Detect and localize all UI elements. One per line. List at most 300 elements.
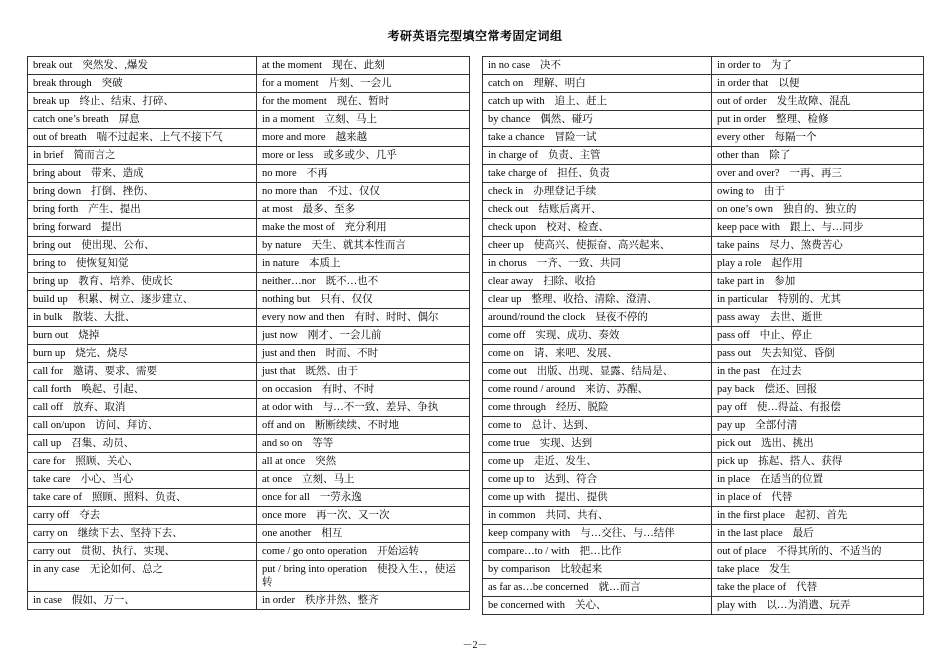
phrase-english: take part in — [717, 276, 765, 287]
phrase-chinese: 尽力、煞费苦心 — [769, 240, 843, 251]
phrase-english: no more — [262, 168, 297, 179]
phrase-cell — [483, 597, 712, 615]
phrase-cell — [257, 592, 470, 610]
phrase-chinese: 以…为消遣、玩弄 — [766, 600, 851, 611]
phrase-chinese: 简而言之 — [73, 150, 116, 161]
phrase-chinese: 一齐、一致、共同 — [536, 258, 621, 269]
phrase-english: clear up — [488, 294, 522, 305]
phrase-cell — [28, 273, 257, 291]
phrase-cell — [712, 561, 924, 579]
phrase-chinese: 使投入生、，使运转 — [262, 564, 456, 588]
phrase-chinese: 以便 — [778, 78, 800, 89]
phrase-cell — [712, 147, 924, 165]
phrase-row — [483, 453, 924, 471]
phrase-row — [483, 399, 924, 417]
phrase-cell — [483, 435, 712, 453]
phrase-chinese: 打倒、挫伤、 — [91, 186, 155, 197]
phrase-english: make the most of — [262, 222, 335, 233]
phrase-chinese: 本质上 — [309, 258, 341, 269]
phrase-chinese: 既不…也不 — [325, 276, 379, 287]
phrase-chinese: 办理登记手续 — [533, 186, 597, 197]
phrase-cell — [257, 561, 470, 592]
phrase-cell — [712, 399, 924, 417]
page-number: －2－ — [462, 640, 488, 651]
phrase-english: at the moment — [262, 60, 323, 71]
phrase-english: come up — [488, 456, 524, 467]
phrase-english: keep company with — [488, 528, 571, 539]
phrase-cell — [483, 165, 712, 183]
phrase-chinese: 提出、提供 — [555, 492, 608, 503]
phrase-row — [483, 237, 924, 255]
phrase-english: in place of — [717, 492, 762, 503]
phrase-row — [28, 111, 470, 129]
phrase-chinese: 实现、达到 — [539, 438, 593, 449]
phrase-chinese: 参加 — [774, 276, 796, 287]
phrase-english: take place — [717, 564, 760, 575]
phrase-cell — [28, 129, 257, 147]
phrase-cell — [28, 255, 257, 273]
phrase-chinese: 现在、此刻 — [332, 60, 385, 71]
phrase-row — [483, 471, 924, 489]
phrase-cell — [483, 57, 712, 75]
phrase-cell — [28, 75, 257, 93]
phrase-english: keep pace with — [717, 222, 780, 233]
phrase-chinese: 独自的、独立的 — [783, 204, 857, 215]
phrase-english: cheer up — [488, 240, 524, 251]
phrase-cell — [257, 435, 470, 453]
phrase-chinese: 突然发、,爆发 — [82, 60, 148, 71]
phrase-cell — [257, 273, 470, 291]
phrase-cell — [28, 93, 257, 111]
phrase-cell — [483, 183, 712, 201]
phrase-cell — [28, 147, 257, 165]
phrase-english: play a role — [717, 258, 762, 269]
phrase-english: one another — [262, 528, 312, 539]
phrase-cell — [483, 561, 712, 579]
phrase-cell — [257, 363, 470, 381]
phrase-cell — [712, 453, 924, 471]
phrase-cell — [712, 345, 924, 363]
phrase-english: in order that — [717, 78, 769, 89]
phrase-cell — [712, 363, 924, 381]
phrase-chinese: 除了 — [769, 150, 791, 161]
phrase-row — [28, 201, 470, 219]
phrase-english: call up — [33, 438, 62, 449]
phrase-chinese: 使高兴、使振奋、高兴起来、 — [533, 240, 671, 251]
phrase-row — [483, 273, 924, 291]
phrase-cell — [257, 291, 470, 309]
phrase-cell — [712, 57, 924, 75]
phrase-cell — [257, 543, 470, 561]
phrase-row — [483, 381, 924, 399]
phrase-chinese: 屏息 — [118, 114, 140, 125]
phrase-english: pay off — [717, 402, 747, 413]
phrase-english: pass away — [717, 312, 760, 323]
phrase-row — [483, 525, 924, 543]
phrase-row — [483, 147, 924, 165]
phrase-cell — [28, 453, 257, 471]
phrase-row — [483, 291, 924, 309]
phrase-english: in place — [717, 474, 750, 485]
phrase-cell — [483, 327, 712, 345]
phrase-english: bring up — [33, 276, 69, 287]
phrase-cell — [257, 93, 470, 111]
phrase-cell — [257, 381, 470, 399]
phrase-chinese: 照顾、关心、 — [75, 456, 139, 467]
phrase-cell — [28, 57, 257, 75]
phrase-chinese: 秩序井然、整齐 — [304, 595, 379, 606]
phrase-cell — [483, 399, 712, 417]
phrase-english: come true — [488, 438, 530, 449]
phrase-english: in the first place — [717, 510, 785, 521]
phrase-chinese: 召集、动员、 — [71, 438, 135, 449]
phrase-chinese: 请、来吧、发展、 — [533, 348, 618, 359]
phrase-english: in the past — [717, 366, 761, 377]
phrase-chinese: 突破 — [101, 78, 123, 89]
phrase-cell — [483, 453, 712, 471]
phrase-cell — [257, 399, 470, 417]
phrase-chinese: 共同、共有、 — [545, 510, 609, 521]
phrase-english: carry out — [33, 546, 71, 557]
phrase-cell — [257, 489, 470, 507]
phrase-row — [28, 309, 470, 327]
phrase-chinese: 继续下去、坚持下去、 — [77, 528, 183, 539]
phrase-chinese: 照顾、照料、负责、 — [91, 492, 187, 503]
phrase-chinese: 在过去 — [770, 366, 802, 377]
phrase-row — [483, 561, 924, 579]
phrase-chinese: 有时、不时 — [321, 384, 375, 395]
phrase-cell — [257, 309, 470, 327]
phrase-english: pick up — [717, 456, 749, 467]
phrase-cell — [257, 57, 470, 75]
phrase-chinese: 拣起、搭人、获得 — [758, 456, 843, 467]
phrase-chinese: 比较起来 — [560, 564, 603, 575]
phrase-english: bring out — [33, 240, 72, 251]
phrase-cell — [712, 291, 924, 309]
phrase-cell — [712, 129, 924, 147]
phrase-chinese: 贯彻、执行、实现、 — [80, 546, 176, 557]
phrase-english: pass off — [717, 330, 750, 341]
phrase-english: every other — [717, 132, 765, 143]
phrase-cell — [483, 147, 712, 165]
phrase-english: off and on — [262, 420, 305, 431]
phrase-english: clear away — [488, 276, 534, 287]
phrase-english: every now and then — [262, 312, 345, 323]
phrase-english: check in — [488, 186, 524, 197]
phrase-cell — [483, 309, 712, 327]
phrase-chinese: 烧完、烧尽 — [75, 348, 128, 359]
phrase-english: other than — [717, 150, 760, 161]
phrase-row — [28, 129, 470, 147]
phrase-cell — [257, 165, 470, 183]
phrase-cell — [483, 507, 712, 525]
phrase-english: break up — [33, 96, 70, 107]
phrase-cell — [483, 255, 712, 273]
phrase-english: bring to — [33, 258, 66, 269]
phrase-row — [483, 219, 924, 237]
phrase-row — [483, 579, 924, 597]
phrase-cell — [712, 273, 924, 291]
phrase-english: put in order — [717, 114, 766, 125]
phrase-chinese: 负责、主管 — [547, 150, 601, 161]
phrase-chinese: 担任、负责 — [557, 168, 610, 179]
phrase-row — [483, 255, 924, 273]
phrase-english: once more — [262, 510, 307, 521]
phrase-cell — [712, 579, 924, 597]
phrase-table-right — [482, 56, 924, 615]
phrase-chinese: 由于 — [764, 186, 786, 197]
phrase-english: in any case — [33, 564, 80, 575]
phrase-row — [28, 381, 470, 399]
phrase-chinese: 经历、脱险 — [556, 402, 609, 413]
phrase-row — [28, 525, 470, 543]
phrase-cell — [483, 237, 712, 255]
phrase-row — [483, 543, 924, 561]
phrase-row — [28, 345, 470, 363]
phrase-chinese: 不得其所的、不适当的 — [776, 546, 882, 557]
phrase-cell — [257, 525, 470, 543]
phrase-cell — [257, 471, 470, 489]
phrase-english: come to — [488, 420, 522, 431]
phrase-english: at odor with — [262, 402, 313, 413]
phrase-chinese: 假如、万一、 — [71, 595, 135, 606]
phrase-english: call off — [33, 402, 63, 413]
phrase-english: pay back — [717, 384, 755, 395]
phrase-chinese: 既然、由于 — [305, 366, 359, 377]
phrase-cell — [257, 147, 470, 165]
phrase-english: around/round the clock — [488, 312, 586, 323]
phrase-row — [28, 327, 470, 345]
phrase-cell — [28, 237, 257, 255]
phrase-chinese: 冒险一试 — [554, 132, 597, 143]
phrase-chinese: 在适当的位置 — [759, 474, 823, 485]
phrase-chinese: 再一次、又一次 — [316, 510, 390, 521]
phrase-cell — [483, 201, 712, 219]
phrase-english: for the moment — [262, 96, 327, 107]
phrase-cell — [712, 219, 924, 237]
phrase-row — [483, 129, 924, 147]
phrase-chinese: 每隔一个 — [774, 132, 817, 143]
phrase-row — [28, 435, 470, 453]
phrase-chinese: 越来越 — [335, 132, 368, 143]
phrase-chinese: 断断续续、不时地 — [314, 420, 399, 431]
phrase-english: by nature — [262, 240, 302, 251]
phrase-chinese: 访问、拜访、 — [95, 420, 159, 431]
phrase-cell — [483, 273, 712, 291]
phrase-table-left — [27, 56, 470, 610]
phrase-cell — [483, 345, 712, 363]
phrase-cell — [257, 255, 470, 273]
phrase-english: in chorus — [488, 258, 527, 269]
phrase-cell — [28, 201, 257, 219]
phrase-english: in the last place — [717, 528, 783, 539]
phrase-english: come out — [488, 366, 527, 377]
phrase-english: be concerned with — [488, 600, 565, 611]
phrase-row — [28, 255, 470, 273]
phrase-chinese: 发生 — [769, 564, 791, 575]
phrase-cell — [28, 219, 257, 237]
phrase-cell — [712, 507, 924, 525]
phrase-row — [483, 183, 924, 201]
phrase-english: at most — [262, 204, 293, 215]
phrase-english: take charge of — [488, 168, 548, 179]
phrase-cell — [483, 291, 712, 309]
phrase-row — [28, 489, 470, 507]
phrase-english: pick out — [717, 438, 752, 449]
phrase-cell — [28, 592, 257, 610]
phrase-chinese: 最后 — [792, 528, 814, 539]
phrase-chinese: 一劳永逸 — [319, 492, 362, 503]
phrase-chinese: 发生故障、混乱 — [776, 96, 851, 107]
phrase-chinese: 烧掉 — [78, 330, 100, 341]
phrase-cell — [28, 543, 257, 561]
phrase-english: on one’s own — [717, 204, 773, 215]
phrase-cell — [712, 471, 924, 489]
phrase-cell — [483, 75, 712, 93]
phrase-english: bring forth — [33, 204, 79, 215]
phrase-row — [28, 273, 470, 291]
phrase-english: carry on — [33, 528, 68, 539]
phrase-english: in order — [262, 595, 295, 606]
phrase-english: in brief — [33, 150, 64, 161]
phrase-chinese: 扫除、收拾 — [543, 276, 596, 287]
phrase-cell — [712, 111, 924, 129]
phrase-english: no more than — [262, 186, 318, 197]
phrase-cell — [483, 93, 712, 111]
phrase-english: call for — [33, 366, 64, 377]
phrase-chinese: 散装、大批、 — [72, 312, 136, 323]
phrase-cell — [712, 597, 924, 615]
phrase-chinese: 产生、提出 — [88, 204, 141, 215]
phrase-chinese: 总计、达到、 — [531, 420, 595, 431]
phrase-cell — [257, 183, 470, 201]
phrase-chinese: 为了 — [770, 60, 792, 71]
phrase-chinese: 唤起、引起、 — [81, 384, 145, 395]
phrase-chinese: 时而、不时 — [325, 348, 379, 359]
phrase-row — [483, 363, 924, 381]
phrase-chinese: 整理、收拾、清除、澄清、 — [531, 294, 658, 305]
phrase-english: just that — [262, 366, 296, 377]
phrase-chinese: 偿还、回报 — [764, 384, 818, 395]
phrase-cell — [257, 75, 470, 93]
phrase-row — [28, 57, 470, 75]
phrase-cell — [28, 471, 257, 489]
phrase-chinese: 就…而言 — [598, 582, 641, 593]
phrase-english: more or less — [262, 150, 314, 161]
phrase-chinese: 不过、仅仅 — [327, 186, 380, 197]
phrase-english: come up to — [488, 474, 535, 485]
phrase-chinese: 与…交往、与…结伴 — [580, 528, 675, 539]
phrase-chinese: 教育、培养、使成长 — [78, 276, 173, 287]
phrase-cell — [28, 435, 257, 453]
phrase-chinese: 偶然、碰巧 — [540, 114, 593, 125]
phrase-cell — [483, 525, 712, 543]
phrase-english: pay up — [717, 420, 746, 431]
phrase-english: nothing but — [262, 294, 311, 305]
phrase-cell — [257, 129, 470, 147]
phrase-chinese: 使…得益、有报偿 — [756, 402, 841, 413]
phrase-chinese: 使恢复知觉 — [75, 258, 129, 269]
phrase-chinese: 相互 — [321, 528, 343, 539]
phrase-cell — [712, 489, 924, 507]
phrase-chinese: 突然 — [315, 456, 337, 467]
phrase-cell — [28, 291, 257, 309]
phrase-cell — [712, 525, 924, 543]
phrase-chinese: 邀请、要求、需要 — [73, 366, 158, 377]
phrase-chinese: 跟上、与…同步 — [789, 222, 864, 233]
phrase-cell — [28, 399, 257, 417]
phrase-chinese: 与…不一致、差异、争执 — [322, 402, 439, 413]
phrase-cell — [257, 327, 470, 345]
phrase-row — [28, 417, 470, 435]
phrase-chinese: 提出 — [101, 222, 123, 233]
phrase-row — [483, 165, 924, 183]
phrase-cell — [712, 165, 924, 183]
phrase-english: out of order — [717, 96, 767, 107]
phrase-english: in no case — [488, 60, 530, 71]
phrase-chinese: 开始运转 — [376, 546, 419, 557]
phrase-english: take a chance — [488, 132, 545, 143]
phrase-row — [483, 345, 924, 363]
phrase-english: take pains — [717, 240, 760, 251]
phrase-cell — [712, 543, 924, 561]
phrase-cell — [712, 435, 924, 453]
phrase-chinese: 整理、检修 — [776, 114, 829, 125]
phrase-english: as far as…be concerned — [488, 582, 589, 593]
phrase-cell — [712, 417, 924, 435]
phrase-english: out of breath — [33, 132, 87, 143]
phrase-english: call forth — [33, 384, 72, 395]
phrase-chinese: 实现、成功、奏效 — [535, 330, 620, 341]
phrase-english: neither…nor — [262, 276, 316, 287]
phrase-english: come round / around — [488, 384, 576, 395]
phrase-english: out of place — [717, 546, 767, 557]
phrase-chinese: 只有、仅仅 — [320, 294, 373, 305]
phrase-row — [483, 201, 924, 219]
phrase-row — [28, 507, 470, 525]
phrase-english: all at once — [262, 456, 306, 467]
phrase-row — [483, 75, 924, 93]
phrase-english: build up — [33, 294, 68, 305]
phrase-chinese: 来访、苏醒、 — [585, 384, 649, 395]
phrase-cell — [257, 201, 470, 219]
phrase-row — [28, 237, 470, 255]
phrase-cell — [712, 201, 924, 219]
phrase-row — [28, 592, 470, 610]
phrase-english: take care — [33, 474, 71, 485]
phrase-chinese: 把…比作 — [579, 546, 622, 557]
phrase-row — [28, 93, 470, 111]
phrase-chinese: 天生、就其本性而言 — [311, 240, 406, 251]
phrase-chinese: 校对、检查、 — [546, 222, 610, 233]
phrase-english: in charge of — [488, 150, 538, 161]
phrase-chinese: 追上、赶上 — [554, 96, 608, 107]
phrase-english: just and then — [262, 348, 316, 359]
phrase-english: and so on — [262, 438, 303, 449]
phrase-english: catch up with — [488, 96, 545, 107]
phrase-chinese: 充分利用 — [344, 222, 387, 233]
phrase-english: take the place of — [717, 582, 787, 593]
phrase-chinese: 去世、逝世 — [769, 312, 823, 323]
phrase-english: put / bring into operation — [262, 564, 367, 575]
phrase-cell — [28, 183, 257, 201]
phrase-row — [483, 111, 924, 129]
phrase-english: carry off — [33, 510, 70, 521]
phrase-chinese: 昼夜不停的 — [595, 312, 648, 323]
phrase-chinese: 代替 — [771, 492, 793, 503]
phrase-cell — [28, 111, 257, 129]
phrase-chinese: 走近、发生、 — [533, 456, 597, 467]
